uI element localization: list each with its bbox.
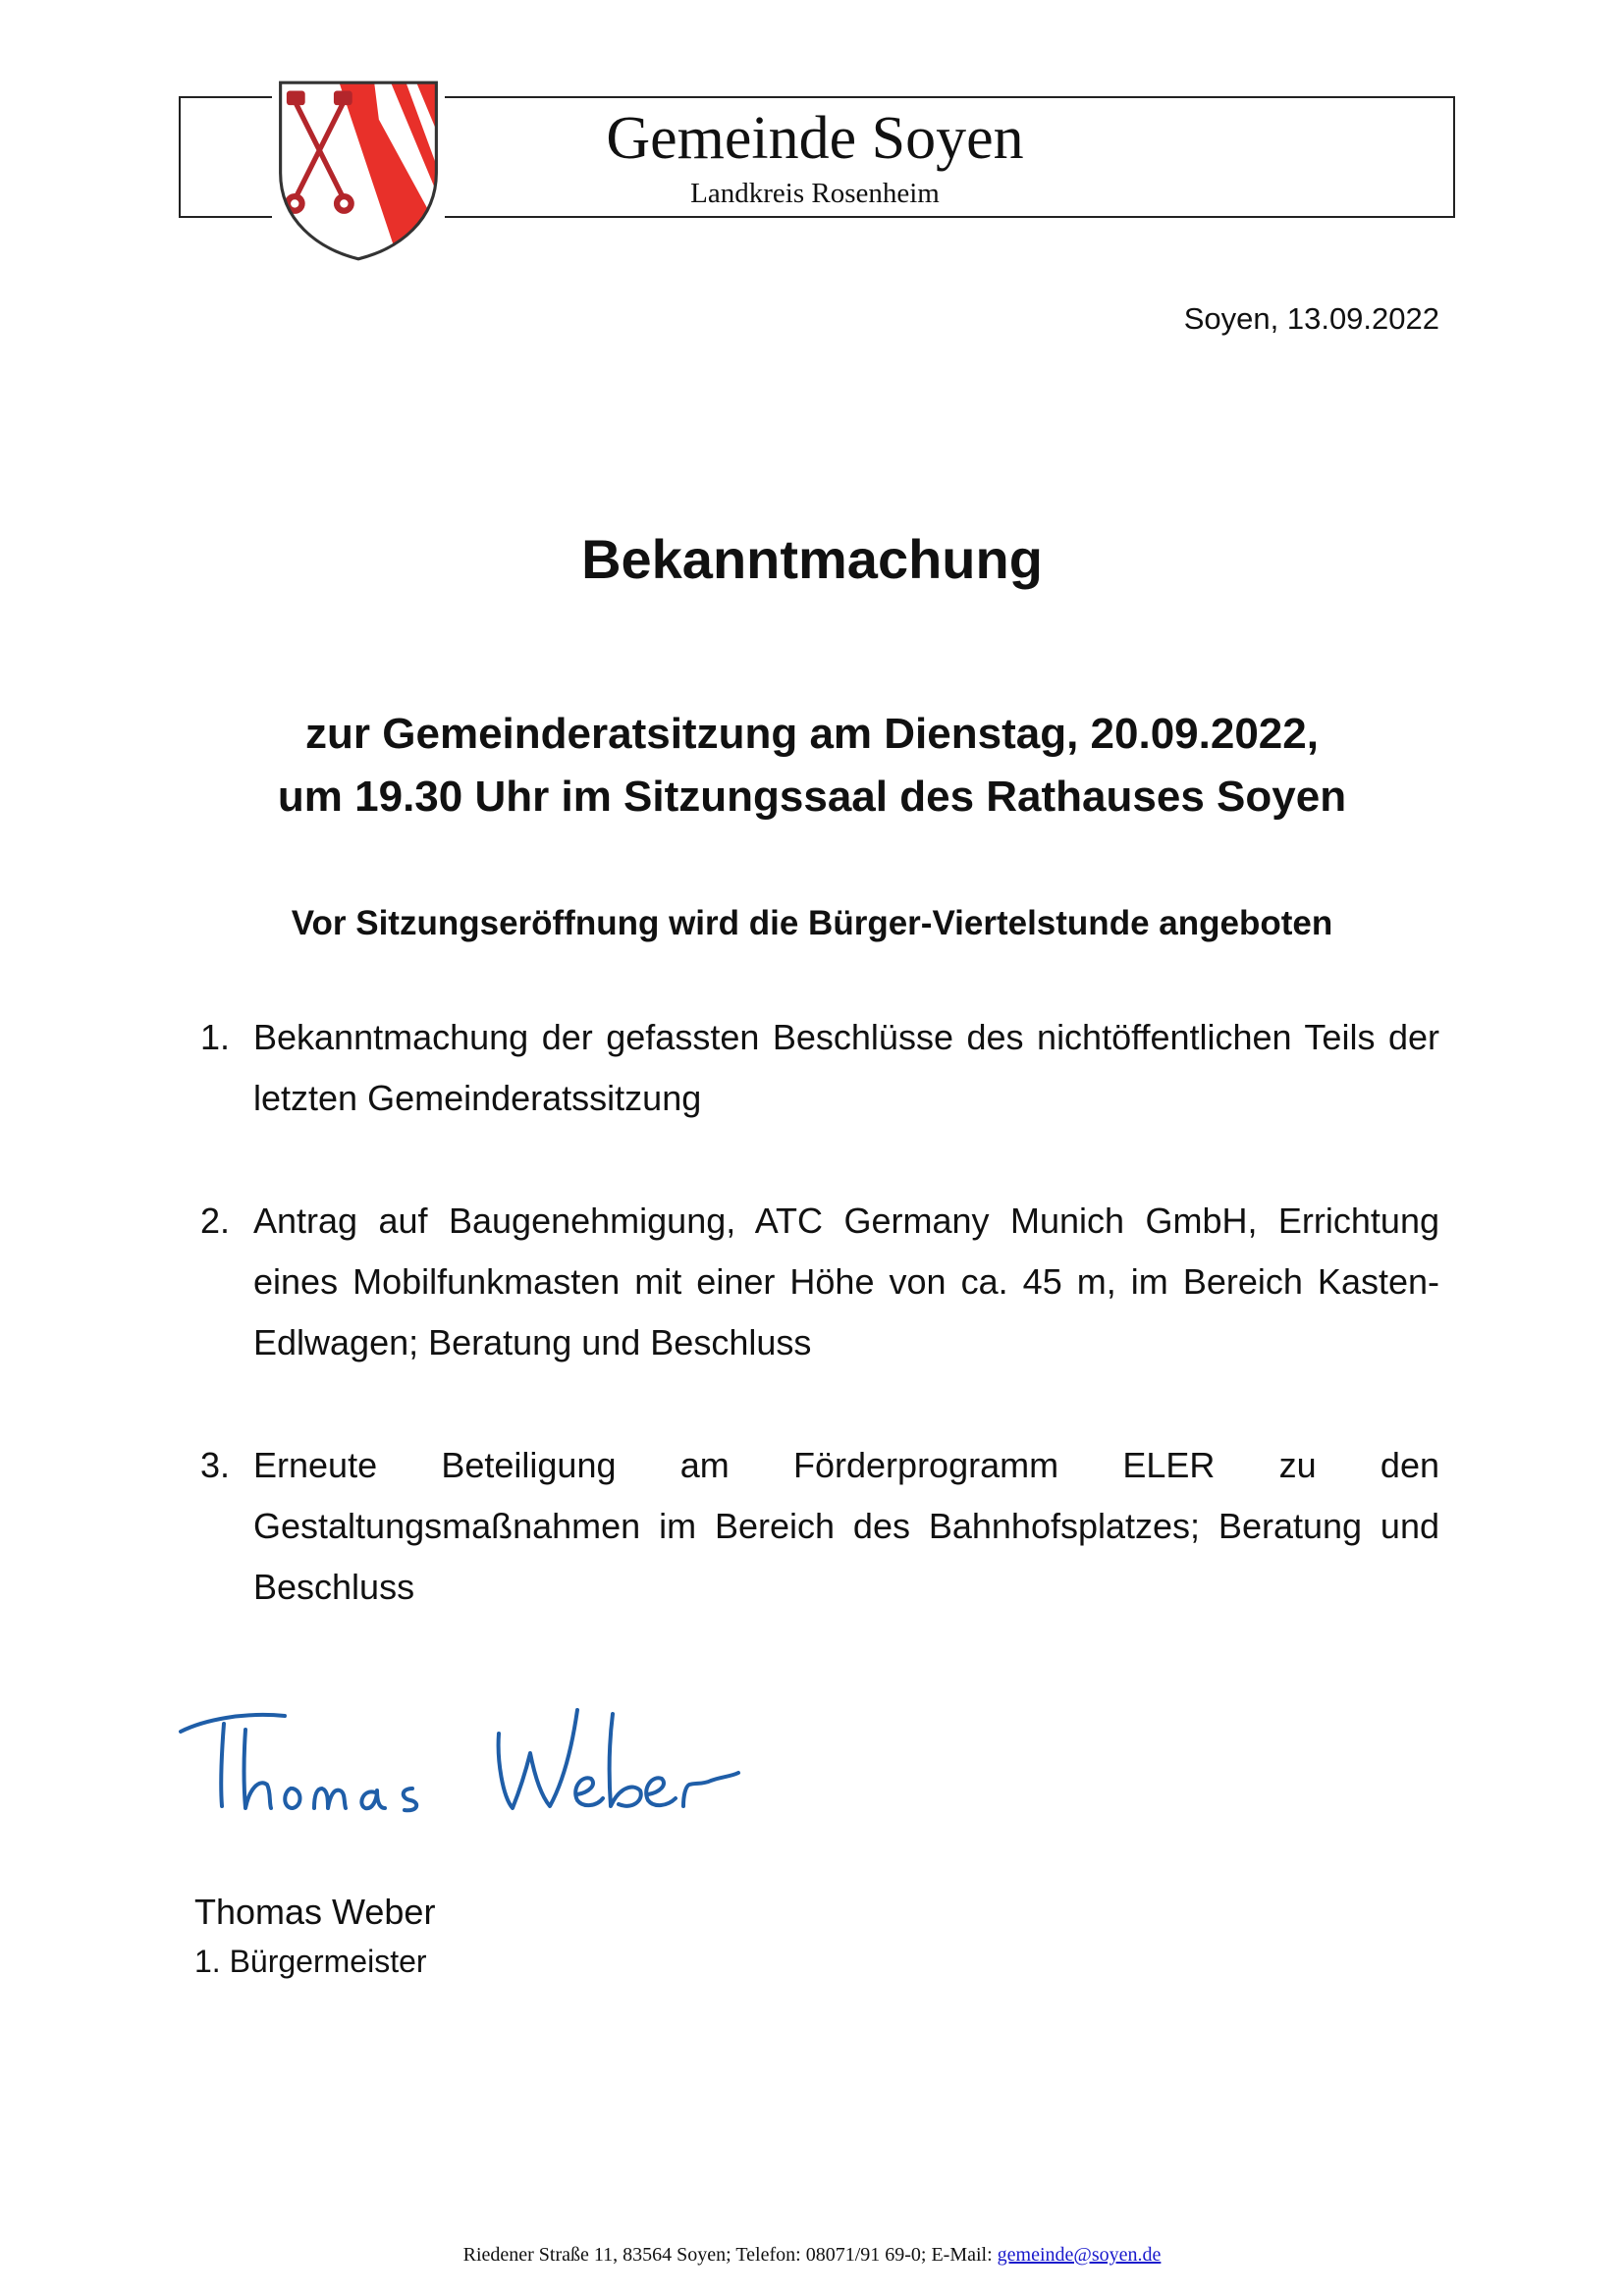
signer-name: Thomas Weber: [194, 1892, 436, 1932]
agenda-item-text: Antrag auf Baugenehmigung, ATC Germany Munich GmbH, Errichtung eines Mobilfunkmasten mit einer Höhe von ca. 45 m, im Bereich Kasten-Edlwagen; Beratung und Beschluss: [253, 1201, 1439, 1362]
agenda-item-text: Bekanntmachung der gefassten Beschlüsse des nichtöffentlichen Teils der letzten Gemeinderatssitzung: [253, 1017, 1439, 1118]
agenda-item: [192, 1007, 1439, 1129]
citizen-quarter-hour-note: Vor Sitzungseröffnung wird die Bürger-Viertelstunde angeboten: [291, 904, 1333, 942]
district-name: Landkreis Rosenheim: [690, 178, 940, 209]
agenda-item: [192, 1435, 1439, 1618]
agenda-item-text: Erneute Beteiligung am Förderprogramm ELER zu den Gestaltungsmaßnahmen im Bereich des Bahnhofsplatzes; Beratung und Beschluss: [253, 1445, 1439, 1607]
meeting-info-line-2: um 19.30 Uhr im Sitzungssaal des Rathauses Soyen: [277, 773, 1347, 821]
footer-contact: [0, 2242, 1624, 2268]
municipality-name: Gemeinde Soyen: [606, 105, 1024, 172]
meeting-info: [0, 703, 1624, 828]
footer-address: Riedener Straße 11, 83564 Soyen; Telefon: 08071/91 69-0; E-Mail:: [462, 2244, 998, 2266]
agenda-item-number: 2.: [200, 1201, 231, 1241]
footer-email-link[interactable]: gemeinde@soyen.de: [997, 2244, 1162, 2266]
meeting-info-line-1: zur Gemeinderatsitzung am Dienstag, 20.09.2022,: [305, 710, 1319, 758]
agenda-list: [192, 1007, 1439, 1680]
agenda-item-number: 3.: [200, 1445, 231, 1485]
signer-role: 1. Bürgermeister: [194, 1944, 427, 1979]
document-date: Soyen, 13.09.2022: [1183, 301, 1439, 336]
handwritten-signature: [165, 1690, 793, 1828]
agenda-item-number: 1.: [200, 1017, 231, 1057]
document-title: Bekanntmachung: [581, 528, 1043, 590]
coat-of-arms-icon: [272, 79, 445, 263]
agenda-item: [192, 1191, 1439, 1373]
